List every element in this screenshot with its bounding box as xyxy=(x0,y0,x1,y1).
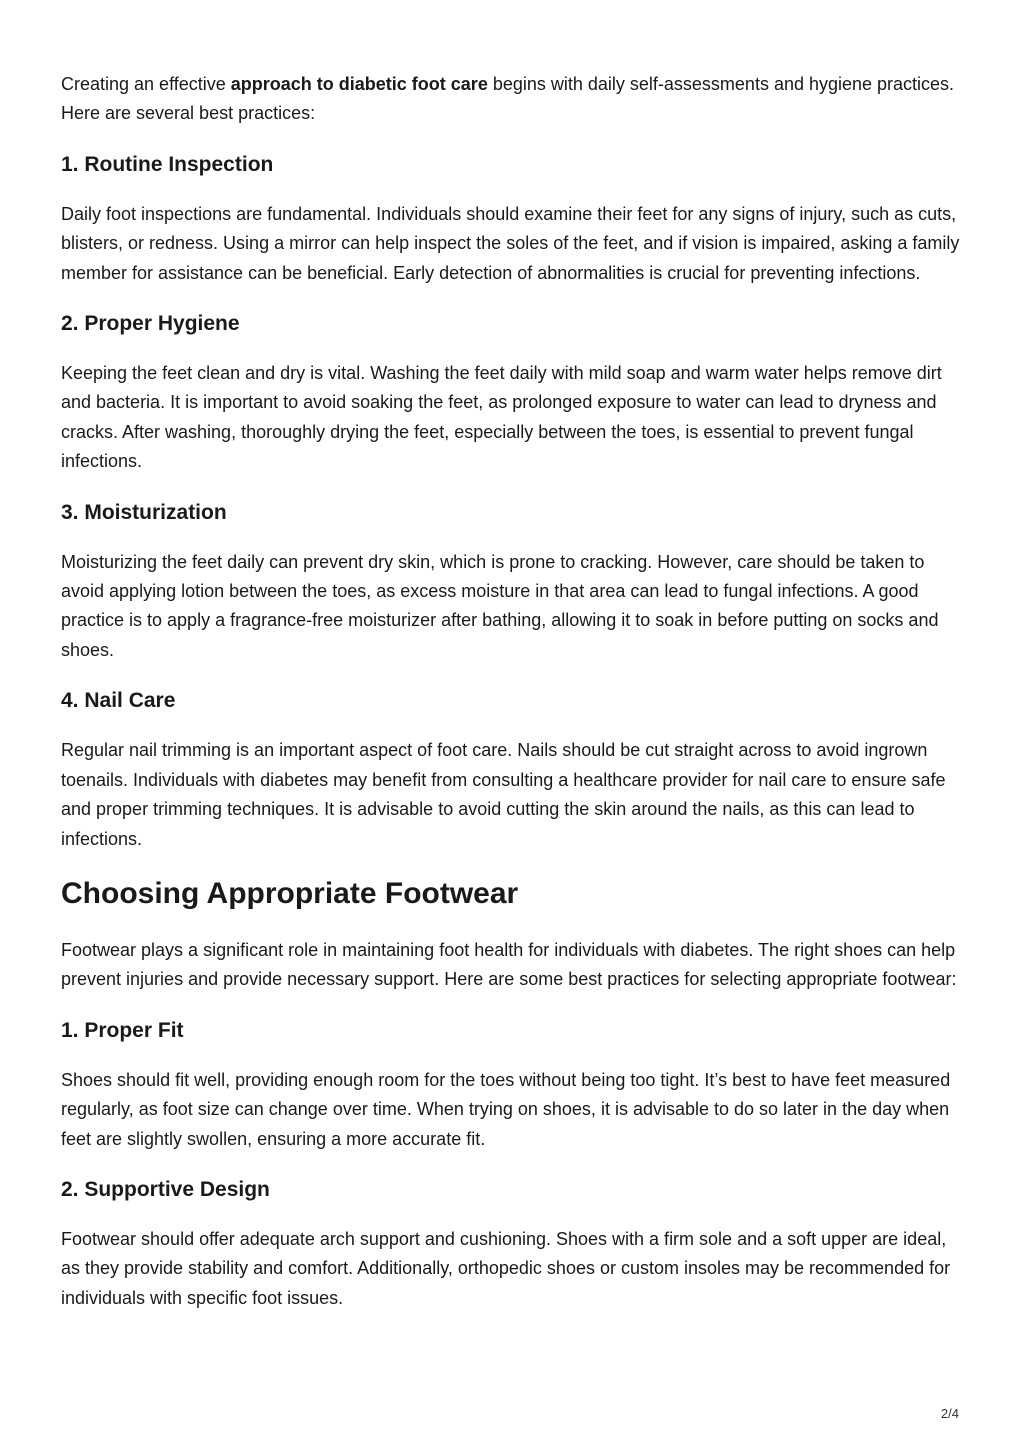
section-heading-proper-hygiene: 2. Proper Hygiene xyxy=(61,312,240,336)
section-body-routine-inspection: Daily foot inspections are fundamental. Individuals should examine their feet for any signs of injury, such as cuts, blisters, or redness. Using a mirror can help inspect the soles of the feet, and if vision is impaired, asking a family member for assistance can be beneficial. Early detection of abnormalities is crucial for preventing infections. xyxy=(61,203,960,283)
intro-text-after: begins with daily self-assessments and hygiene practices. Here are several best practices: xyxy=(61,74,955,124)
footwear-intro-paragraph: Footwear plays a significant role in maintaining foot health for individuals with diabetes. The right shoes can help prevent injuries and provide necessary support. Here are some best practices for selecting appropriate footwear: xyxy=(61,939,957,990)
section-body-proper-hygiene: Keeping the feet clean and dry is vital. Washing the feet daily with mild soap and warm water helps remove dirt and bacteria. It is important to avoid soaking the feet, as prolonged exposure to water can lead to dryness and cracks. After washing, thoroughly drying the feet, especially between the toes, is essential to prevent fungal infections. xyxy=(61,363,942,472)
footwear-body-proper-fit: Shoes should fit well, providing enough room for the toes without being too tight. It’s best to have feet measured regularly, as foot size can change over time. When trying on shoes, it is advisable to do so later in the day when feet are slightly swollen, ensuring a more accurate fit. xyxy=(61,1069,951,1149)
intro-text-before: Creating an effective xyxy=(61,74,231,94)
footwear-heading: Choosing Appropriate Footwear xyxy=(61,876,519,910)
intro-link-bold: approach to diabetic foot care xyxy=(230,74,488,94)
intro-paragraph xyxy=(61,70,966,129)
section-heading-nail-care: 4. Nail Care xyxy=(61,689,176,713)
footwear-body-supportive-design: Footwear should offer adequate arch support and cushioning. Shoes with a firm sole and a soft upper are ideal, as they provide stability and comfort. Additionally, orthopedic shoes or custom insoles may be recommended for individuals with specific foot issues. xyxy=(61,1228,951,1308)
footwear-heading-proper-fit: 1. Proper Fit xyxy=(61,1018,184,1042)
section-body-nail-care: Regular nail trimming is an important aspect of foot care. Nails should be cut straight across to avoid ingrown toenails. Individuals with diabetes may benefit from consulting a healthcare provider for nail care to ensure safe and proper trimming techniques. It is advisable to avoid cutting the skin around the nails, as this can lead to infections. xyxy=(61,740,946,849)
section-body-moisturization: Moisturizing the feet daily can prevent dry skin, which is prone to cracking. However, care should be taken to avoid applying lotion between the toes, as excess moisture in that area can lead to fungal infections. A good practice is to apply a fragrance-free moisturizer after bathing, allowing it to soak in before putting on socks and shoes. xyxy=(61,551,939,660)
document-page xyxy=(61,70,966,1336)
section-heading-moisturization: 3. Moisturization xyxy=(61,500,227,524)
footwear-heading-supportive-design: 2. Supportive Design xyxy=(61,1177,270,1201)
page-number: 2/4 xyxy=(940,1406,959,1421)
section-heading-routine-inspection: 1. Routine Inspection xyxy=(61,152,274,176)
